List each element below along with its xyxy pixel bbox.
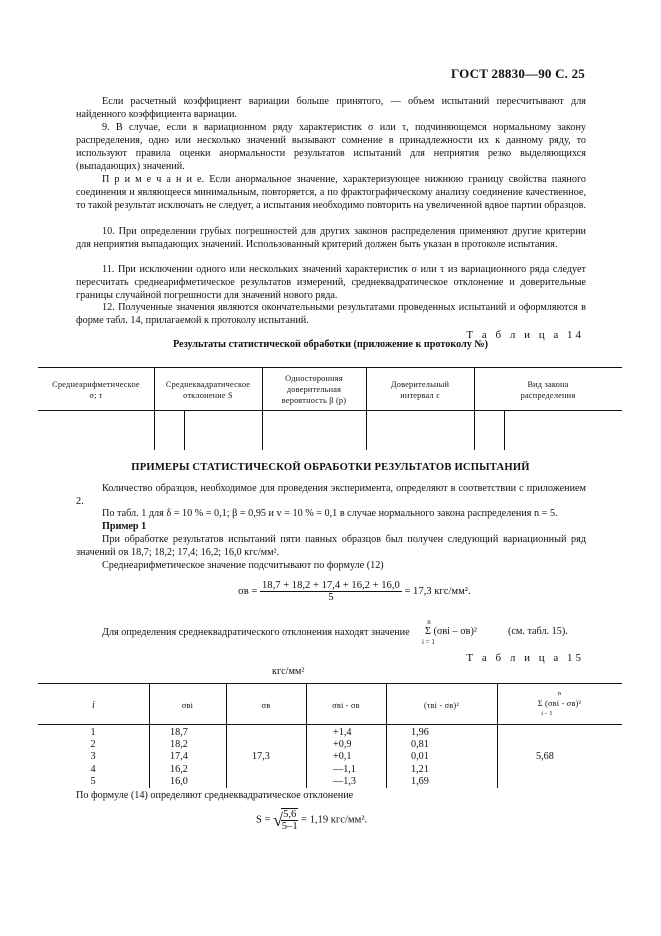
t15-header-sum: Σ (σвi - σв)² bbox=[537, 699, 582, 708]
formula-mean: σв = $\frac{18,7 + 18,2 + 17,4 + 16,2 + 16,0}{5}$ = 17,3 кгс/мм². bbox=[238, 580, 471, 603]
table-row-cell: +0,1 bbox=[333, 751, 352, 763]
table-row-cell: +0,9 bbox=[333, 739, 352, 751]
table-row-cell: 4 bbox=[90, 763, 96, 775]
paragraph-11: 11. При исключении одного или нескольких значений характеристик σ или τ из вариационного ряда следует пересчитать среднеарифметическое результатов измерений, среднеквадратическое отклонение и доверительные границы случайной погрешности для значений нового ряда. bbox=[76, 264, 586, 302]
t15-total-value: 5,68 bbox=[536, 751, 554, 762]
table-row-cell: 17,4 bbox=[170, 751, 188, 763]
paragraph-12: 12. Полученные значения являются окончательными результатами проведенных испытаний и оформляются в форме табл. 14, прилагаемой к протоколу испытаний. bbox=[76, 302, 586, 327]
table14-title: Результаты статистической обработки (приложение к протоколу №) bbox=[172, 339, 489, 350]
t14-header-stddev: Среднеквадратическое отклонение S bbox=[165, 380, 251, 400]
table-row-cell: 18,2 bbox=[170, 739, 188, 751]
table-row-cell: 1 bbox=[90, 727, 96, 738]
table-row-cell: 1,69 bbox=[411, 775, 429, 787]
page-header: ГОСТ 28830—90 С. 25 bbox=[451, 66, 585, 81]
table-row-cell: 0,81 bbox=[411, 739, 429, 751]
t14-header-distribution: Вид закона распределения bbox=[520, 380, 576, 400]
table15-caption: Т а б л и ц а 15 bbox=[466, 652, 584, 664]
t14-header-interval: Доверительный интервал ε bbox=[390, 380, 450, 400]
t15-header-i: i bbox=[92, 700, 95, 711]
table-row-cell: —1,1 bbox=[333, 763, 356, 775]
sum-reference: (см. табл. 15). bbox=[508, 626, 568, 637]
example-text-1: Количество образцов, необходимое для проведения эксперимента, определяют в соответствии с приложением 2. bbox=[76, 483, 586, 508]
table-row-cell: —1,3 bbox=[333, 775, 356, 787]
example-text-2: По табл. 1 для δ = 10 % = 0,1; β = 0,95 и v = 10 % = 0,1 в случае нормального закона распределения n = 5. bbox=[102, 508, 558, 519]
t15-header-sum-bottom: i - 1 bbox=[541, 710, 553, 717]
t15-header-mean: σв bbox=[261, 701, 271, 710]
t15-header-sum-top: n bbox=[557, 690, 562, 697]
sum-expression: Σ (σвi – σв)² bbox=[425, 626, 477, 637]
t14-header-mean: Среднеарифметическое σ; τ bbox=[52, 380, 140, 400]
sqrt-icon: √ bbox=[273, 810, 284, 830]
paragraph-1: Если расчетный коэффициент вариации больше принятого, — объем испытаний пересчитывают для найденного коэффициента вариации. bbox=[76, 96, 586, 121]
table-row-cell: 16,0 bbox=[170, 775, 188, 787]
sum-upper: n bbox=[427, 618, 431, 626]
table-row-cell: +1,4 bbox=[333, 727, 352, 738]
table-row-cell: 18,7 bbox=[170, 727, 188, 738]
paragraph-2: 9. В случае, если в вариационном ряду характеристик σ или τ, подчиняющемся нормальному закону распределения, одно или несколько значений вызывают сомнение в принадлежности их к данному ряду, то используют правила оценки анормальности результатов испытаний для неприятия резко выделяющихся (выпадающих) значений. bbox=[76, 122, 586, 173]
table14-caption: Т а б л и ц а 14 bbox=[466, 329, 584, 341]
example-label: Пример 1 bbox=[102, 521, 147, 532]
t15-header-sigma-i: σвi bbox=[181, 701, 194, 710]
t15-col-diff bbox=[333, 727, 356, 788]
t14-header-probability: Односторонняя доверительная вероятность β (p) bbox=[281, 374, 347, 405]
paragraph-note: П р и м е ч а н и е. Если анормальное значение, характеризующее нижнюю границу свойства паяного соединения и являющееся минимальным, повторяется, а по фрактографическому анализу соединение качественное, то такой результат исключать не следует, а испытания необходимо повторить на увеличенной вдвое партии образцов. bbox=[76, 174, 587, 212]
sum-lower: i = 1 bbox=[422, 638, 435, 646]
table-row-cell: 2 bbox=[90, 739, 96, 751]
table-row-cell: 5 bbox=[90, 775, 96, 787]
table-row-cell: 3 bbox=[90, 751, 96, 763]
example-text-5: Для определения среднеквадратического отклонения находят значение bbox=[102, 627, 410, 638]
table-row-cell: 1,21 bbox=[411, 763, 429, 775]
t15-header-diff: σвi - σв bbox=[332, 701, 360, 710]
t15-header-square: (τвi - σв)² bbox=[423, 701, 460, 710]
t15-col-i bbox=[86, 727, 100, 788]
table15-unit: кгс/мм² bbox=[272, 666, 305, 677]
example-text-4: Среднеарифметическое значение подсчитывают по формуле (12) bbox=[102, 560, 384, 571]
paragraph-10: 10. При определении грубых погрешностей для других законов распределения применяют другие критерии для неприятия выпадающих значений. Использованный критерий должен быть указан в протоколе испытания. bbox=[76, 226, 586, 251]
t15-col-square bbox=[411, 727, 429, 788]
table-row-cell: 1,96 bbox=[411, 727, 429, 738]
t15-col-sigma-i bbox=[170, 727, 188, 788]
section-title: ПРИМЕРЫ СТАТИСТИЧЕСКОЙ ОБРАБОТКИ РЕЗУЛЬТАТОВ ИСПЫТАНИЙ bbox=[131, 462, 530, 473]
formula-stddev: S = √ $\frac{5,6}{5-1}$ = 1,19 кгс/мм². bbox=[256, 809, 368, 832]
table-row-cell: 16,2 bbox=[170, 763, 188, 775]
table-row-cell: 0,01 bbox=[411, 751, 429, 763]
example-text-3: При обработке результатов испытаний пяти паяных образцов был получен следующий вариационный ряд значений σв 18,7; 18,2; 17,4; 16,2; 16,0 кгс/мм². bbox=[76, 534, 586, 559]
t15-mean-value: 17,3 bbox=[252, 751, 270, 762]
final-text: По формуле (14) определяют среднеквадратическое отклонение bbox=[76, 790, 354, 801]
